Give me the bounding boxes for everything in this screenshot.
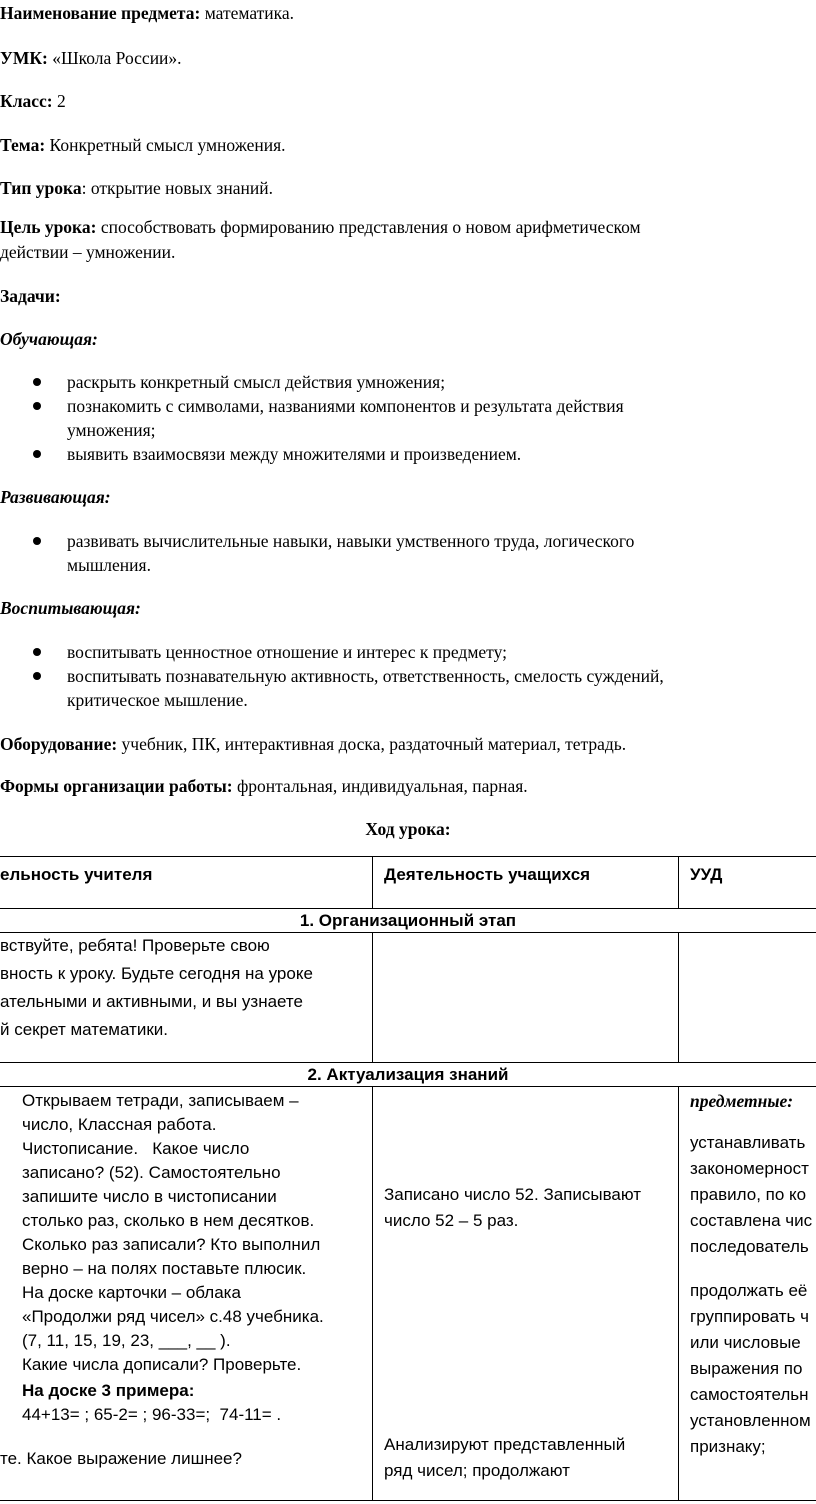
- umk-line: [0, 47, 182, 69]
- teaching-heading: Обучающая:: [0, 329, 98, 349]
- table-border: [372, 1086, 373, 1500]
- equipment-value: учебник, ПК, интерактивная доска, раздаточный материал, тетрадь.: [117, 734, 627, 754]
- bullet-icon: [33, 672, 41, 680]
- stage1-teacher-line: вность к уроку. Будьте сегодня на уроке: [0, 964, 313, 983]
- bullet-icon: [33, 378, 41, 386]
- forms-value: фронтальная, индивидуальная, парная.: [232, 776, 528, 796]
- educating-heading: Воспитывающая:: [0, 598, 141, 618]
- lesson-type-label: Тип урока: [0, 178, 82, 198]
- goal-line: [0, 216, 641, 238]
- bullet-icon: [33, 537, 41, 545]
- bullet-icon: [33, 450, 41, 458]
- subject-line: [0, 2, 294, 24]
- stage1-title: 1. Организационный этап: [299, 911, 517, 930]
- equipment-line: [0, 733, 626, 755]
- subject-value: математика.: [200, 3, 295, 23]
- uud-line: продолжать её: [690, 1281, 808, 1300]
- table-border: [372, 932, 373, 1062]
- stage2-students-line: ряд чисел; продолжают: [384, 1461, 570, 1480]
- uud-line: составлена чис: [690, 1211, 813, 1230]
- header-students: Деятельность учащихся: [384, 865, 591, 884]
- list-item-continuation: мышления.: [67, 555, 151, 575]
- uud-line: установленном: [690, 1411, 811, 1430]
- stage1-teacher-line: й секрет математики.: [0, 1020, 168, 1039]
- developing-heading: Развивающая:: [0, 487, 111, 507]
- stage2-teacher-line: «Продолжи ряд чисел» с.48 учебника.: [22, 1307, 324, 1326]
- stage2-teacher-line: запишите число в чистописании: [22, 1187, 277, 1206]
- stage2-teacher-line: (7, 11, 15, 19, 23, ___, __ ).: [22, 1331, 231, 1350]
- uud-line: правило, по ко: [690, 1185, 807, 1204]
- uud-line: самостоятельн: [690, 1385, 809, 1404]
- stage1-teacher-line: ательными и активными, и вы узнаете: [0, 992, 303, 1011]
- list-item: познакомить с символами, названиями компонентов и результата действия: [67, 396, 624, 416]
- stage2-question: те. Какое выражение лишнее?: [0, 1449, 242, 1468]
- goal-value: способствовать формированию представления о новом арифметическом: [96, 217, 641, 237]
- stage2-teacher-line: столько раз, сколько в нем десятков.: [22, 1211, 315, 1230]
- table-border: [678, 856, 679, 908]
- goal-line-2: действии – умножении.: [0, 242, 176, 262]
- topic-label: Тема:: [0, 135, 46, 155]
- uud-line: или числовые: [690, 1333, 801, 1352]
- forms-line: [0, 775, 528, 797]
- list-item: выявить взаимосвязи между множителями и произведением.: [67, 444, 522, 464]
- stage2-students-line: Анализируют представленный: [384, 1435, 626, 1454]
- table-border: [0, 1500, 816, 1501]
- stage2-students-line: Записано число 52. Записывают: [384, 1185, 642, 1204]
- table-border: [678, 1086, 679, 1500]
- tasks-heading: Задачи:: [0, 286, 61, 306]
- stage2-teacher-line: Сколько раз записали? Кто выполнил: [22, 1235, 321, 1254]
- list-item-continuation: критическое мышление.: [67, 690, 248, 710]
- board-examples-label: На доске 3 примера:: [22, 1381, 195, 1400]
- class-label: Класс:: [0, 91, 53, 111]
- stage2-teacher-line: На доске карточки – облака: [22, 1283, 241, 1302]
- stage2-teacher-line: число, Классная работа.: [22, 1115, 217, 1134]
- uud-line: закономерност: [690, 1159, 809, 1178]
- list-item: раскрыть конкретный смысл действия умножения;: [67, 372, 446, 392]
- list-item: воспитывать ценностное отношение и интерес к предмету;: [67, 642, 507, 662]
- list-item-continuation: умножения;: [67, 420, 156, 440]
- stage2-teacher-line: Открываем тетради, записываем –: [22, 1091, 299, 1110]
- table-border: [372, 856, 373, 908]
- bullet-icon: [33, 648, 41, 656]
- umk-value: «Школа России».: [47, 48, 182, 68]
- uud-line: последователь: [690, 1237, 809, 1256]
- table-border: [0, 856, 816, 857]
- stage1-teacher-line: вствуйте, ребята! Проверьте свою: [0, 936, 270, 955]
- stage2-title: 2. Актуализация знаний: [307, 1065, 509, 1084]
- lesson-type-line: [0, 177, 273, 199]
- table-border: [678, 932, 679, 1062]
- subject-label: Наименование предмета:: [0, 3, 201, 23]
- uud-line: устанавливать: [690, 1133, 806, 1152]
- class-line: [0, 90, 66, 112]
- stage2-teacher-line: Какие числа дописали? Проверьте.: [22, 1355, 302, 1374]
- uud-line: группировать ч: [690, 1307, 809, 1326]
- stage2-teacher-line: Чистописание. Какое число: [22, 1139, 250, 1158]
- uud-line: выражения по: [690, 1359, 803, 1378]
- topic-line: [0, 134, 286, 156]
- equipment-label: Оборудование:: [0, 734, 118, 754]
- uud-line: признаку;: [690, 1437, 766, 1456]
- header-teacher: ельность учителя: [0, 865, 153, 884]
- board-examples: 44+13= ; 65-2= ; 96-33=; 74-11= .: [22, 1405, 282, 1424]
- stage2-students-line: число 52 – 5 раз.: [384, 1211, 519, 1230]
- stage2-teacher-line: верно – на полях поставьте плюсик.: [22, 1259, 307, 1278]
- class-value: 2: [52, 91, 66, 111]
- forms-label: Формы организации работы:: [0, 776, 233, 796]
- list-item: развивать вычислительные навыки, навыки умственного труда, логического: [67, 531, 635, 551]
- lesson-type-value: : открытие новых знаний.: [81, 178, 273, 198]
- bullet-icon: [33, 402, 41, 410]
- list-item: воспитывать познавательную активность, ответственность, смелость суждений,: [67, 666, 664, 686]
- stage2-teacher-line: записано? (52). Самостоятельно: [22, 1163, 281, 1182]
- goal-label: Цель урока:: [0, 217, 97, 237]
- uud-subject-label: предметные:: [690, 1091, 794, 1111]
- umk-label: УМК:: [0, 48, 48, 68]
- topic-value: Конкретный смысл умножения.: [45, 135, 286, 155]
- course-title: Ход урока:: [365, 819, 451, 839]
- header-uud: УУД: [690, 865, 723, 884]
